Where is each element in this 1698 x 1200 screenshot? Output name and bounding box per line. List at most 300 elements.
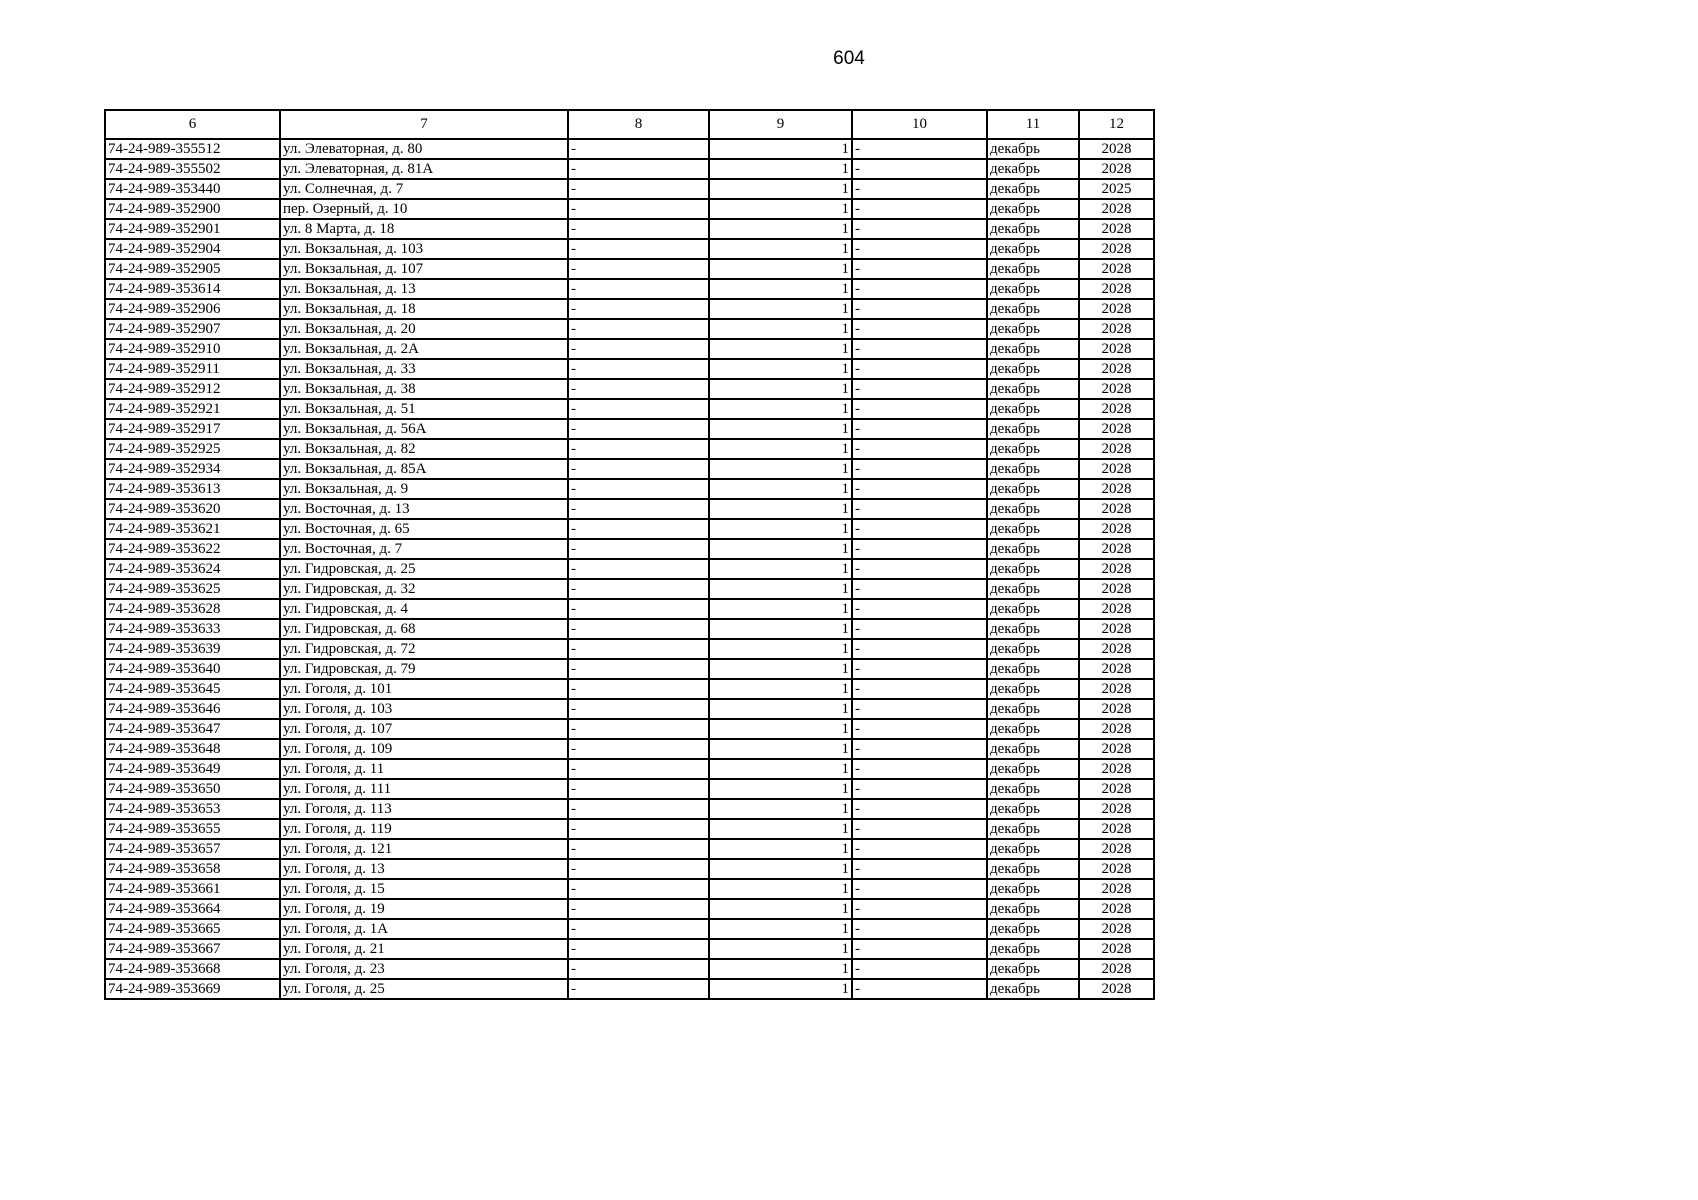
cell-code: 74-24-989-353665 xyxy=(105,919,280,939)
table-row xyxy=(105,679,1154,699)
cell-code: 74-24-989-353625 xyxy=(105,579,280,599)
cell-month: декабрь xyxy=(987,519,1079,539)
cell-address: ул. Гоголя, д. 107 xyxy=(280,719,568,739)
cell-col9: 1 xyxy=(709,559,852,579)
cell-col10: - xyxy=(852,379,987,399)
table-row xyxy=(105,319,1154,339)
cell-col9: 1 xyxy=(709,159,852,179)
table-row xyxy=(105,259,1154,279)
cell-year: 2028 xyxy=(1079,379,1154,399)
cell-month: декабрь xyxy=(987,859,1079,879)
table-row xyxy=(105,899,1154,919)
cell-col10: - xyxy=(852,439,987,459)
cell-month: декабрь xyxy=(987,699,1079,719)
cell-address: ул. Гоголя, д. 21 xyxy=(280,939,568,959)
cell-month: декабрь xyxy=(987,439,1079,459)
cell-col9: 1 xyxy=(709,359,852,379)
cell-month: декабрь xyxy=(987,319,1079,339)
cell-year: 2028 xyxy=(1079,719,1154,739)
cell-address: ул. Гоголя, д. 1А xyxy=(280,919,568,939)
cell-col10: - xyxy=(852,979,987,999)
table-row xyxy=(105,879,1154,899)
cell-col9: 1 xyxy=(709,459,852,479)
cell-col8: - xyxy=(568,159,709,179)
cell-col8: - xyxy=(568,439,709,459)
cell-code: 74-24-989-353624 xyxy=(105,559,280,579)
cell-col10: - xyxy=(852,199,987,219)
cell-year: 2028 xyxy=(1079,879,1154,899)
cell-code: 74-24-989-353667 xyxy=(105,939,280,959)
cell-address: ул. Вокзальная, д. 33 xyxy=(280,359,568,379)
cell-address: ул. Гоголя, д. 23 xyxy=(280,959,568,979)
cell-address: ул. Восточная, д. 65 xyxy=(280,519,568,539)
cell-year: 2028 xyxy=(1079,419,1154,439)
cell-code: 74-24-989-352917 xyxy=(105,419,280,439)
cell-code: 74-24-989-352921 xyxy=(105,399,280,419)
table-header xyxy=(105,110,1154,139)
table-row xyxy=(105,299,1154,319)
cell-year: 2028 xyxy=(1079,199,1154,219)
cell-col8: - xyxy=(568,779,709,799)
cell-year: 2028 xyxy=(1079,439,1154,459)
page-number: 604 xyxy=(833,48,865,69)
cell-col10: - xyxy=(852,939,987,959)
data-table xyxy=(104,109,1155,1000)
cell-col9: 1 xyxy=(709,319,852,339)
table-row xyxy=(105,539,1154,559)
cell-year: 2028 xyxy=(1079,819,1154,839)
cell-col10: - xyxy=(852,739,987,759)
cell-address: ул. Вокзальная, д. 107 xyxy=(280,259,568,279)
cell-year: 2028 xyxy=(1079,959,1154,979)
cell-col8: - xyxy=(568,979,709,999)
table-row xyxy=(105,339,1154,359)
cell-month: декабрь xyxy=(987,239,1079,259)
cell-col9: 1 xyxy=(709,479,852,499)
cell-month: декабрь xyxy=(987,939,1079,959)
table-row xyxy=(105,159,1154,179)
column-header-col8: 8 xyxy=(568,110,709,139)
cell-address: пер. Озерный, д. 10 xyxy=(280,199,568,219)
cell-col9: 1 xyxy=(709,179,852,199)
cell-col9: 1 xyxy=(709,699,852,719)
cell-col9: 1 xyxy=(709,379,852,399)
cell-year: 2028 xyxy=(1079,599,1154,619)
cell-col8: - xyxy=(568,819,709,839)
cell-year: 2025 xyxy=(1079,179,1154,199)
table-row xyxy=(105,699,1154,719)
cell-col10: - xyxy=(852,459,987,479)
cell-address: ул. Вокзальная, д. 9 xyxy=(280,479,568,499)
cell-code: 74-24-989-352911 xyxy=(105,359,280,379)
cell-year: 2028 xyxy=(1079,759,1154,779)
cell-month: декабрь xyxy=(987,299,1079,319)
cell-month: декабрь xyxy=(987,559,1079,579)
cell-col10: - xyxy=(852,879,987,899)
table-row xyxy=(105,399,1154,419)
cell-month: декабрь xyxy=(987,639,1079,659)
cell-col8: - xyxy=(568,619,709,639)
cell-col9: 1 xyxy=(709,879,852,899)
cell-month: декабрь xyxy=(987,659,1079,679)
cell-col8: - xyxy=(568,939,709,959)
cell-code: 74-24-989-353647 xyxy=(105,719,280,739)
cell-code: 74-24-989-353645 xyxy=(105,679,280,699)
cell-col10: - xyxy=(852,299,987,319)
table-row xyxy=(105,379,1154,399)
cell-code: 74-24-989-353653 xyxy=(105,799,280,819)
table-row xyxy=(105,439,1154,459)
cell-code: 74-24-989-353620 xyxy=(105,499,280,519)
table-row xyxy=(105,139,1154,159)
cell-code: 74-24-989-353664 xyxy=(105,899,280,919)
table-row xyxy=(105,619,1154,639)
cell-code: 74-24-989-352906 xyxy=(105,299,280,319)
cell-address: ул. Элеваторная, д. 81А xyxy=(280,159,568,179)
table-row xyxy=(105,959,1154,979)
cell-year: 2028 xyxy=(1079,519,1154,539)
cell-col9: 1 xyxy=(709,519,852,539)
cell-col9: 1 xyxy=(709,899,852,919)
cell-col10: - xyxy=(852,699,987,719)
cell-col10: - xyxy=(852,399,987,419)
cell-address: ул. Гоголя, д. 25 xyxy=(280,979,568,999)
cell-col9: 1 xyxy=(709,799,852,819)
cell-col10: - xyxy=(852,159,987,179)
cell-col10: - xyxy=(852,619,987,639)
cell-month: декабрь xyxy=(987,499,1079,519)
header-row xyxy=(105,110,1154,139)
cell-month: декабрь xyxy=(987,619,1079,639)
cell-year: 2028 xyxy=(1079,859,1154,879)
table-row xyxy=(105,559,1154,579)
cell-col10: - xyxy=(852,759,987,779)
table-row xyxy=(105,719,1154,739)
table-row xyxy=(105,459,1154,479)
table-row xyxy=(105,939,1154,959)
cell-col8: - xyxy=(568,319,709,339)
cell-address: ул. Элеваторная, д. 80 xyxy=(280,139,568,159)
cell-col9: 1 xyxy=(709,259,852,279)
cell-col8: - xyxy=(568,899,709,919)
cell-col8: - xyxy=(568,139,709,159)
cell-col9: 1 xyxy=(709,239,852,259)
cell-code: 74-24-989-353640 xyxy=(105,659,280,679)
cell-col9: 1 xyxy=(709,219,852,239)
cell-month: декабрь xyxy=(987,419,1079,439)
cell-col9: 1 xyxy=(709,719,852,739)
cell-col10: - xyxy=(852,319,987,339)
cell-year: 2028 xyxy=(1079,619,1154,639)
cell-code: 74-24-989-352910 xyxy=(105,339,280,359)
cell-code: 74-24-989-352905 xyxy=(105,259,280,279)
table-row xyxy=(105,739,1154,759)
cell-month: декабрь xyxy=(987,839,1079,859)
cell-col10: - xyxy=(852,579,987,599)
cell-col8: - xyxy=(568,959,709,979)
cell-col8: - xyxy=(568,639,709,659)
cell-col9: 1 xyxy=(709,659,852,679)
cell-col9: 1 xyxy=(709,199,852,219)
cell-month: декабрь xyxy=(987,219,1079,239)
cell-month: декабрь xyxy=(987,799,1079,819)
table-row xyxy=(105,479,1154,499)
cell-col9: 1 xyxy=(709,419,852,439)
table-row xyxy=(105,799,1154,819)
table-row xyxy=(105,919,1154,939)
cell-col9: 1 xyxy=(709,339,852,359)
cell-code: 74-24-989-353621 xyxy=(105,519,280,539)
cell-code: 74-24-989-353639 xyxy=(105,639,280,659)
cell-address: ул. Гидровская, д. 32 xyxy=(280,579,568,599)
cell-col8: - xyxy=(568,259,709,279)
cell-code: 74-24-989-353646 xyxy=(105,699,280,719)
cell-code: 74-24-989-353655 xyxy=(105,819,280,839)
cell-month: декабрь xyxy=(987,359,1079,379)
cell-col8: - xyxy=(568,579,709,599)
cell-col10: - xyxy=(852,139,987,159)
cell-col10: - xyxy=(852,239,987,259)
cell-col8: - xyxy=(568,459,709,479)
cell-col9: 1 xyxy=(709,839,852,859)
table-row xyxy=(105,499,1154,519)
cell-year: 2028 xyxy=(1079,299,1154,319)
cell-col8: - xyxy=(568,219,709,239)
table-row xyxy=(105,639,1154,659)
cell-col8: - xyxy=(568,879,709,899)
cell-col8: - xyxy=(568,839,709,859)
cell-col8: - xyxy=(568,539,709,559)
cell-col10: - xyxy=(852,859,987,879)
cell-code: 74-24-989-353613 xyxy=(105,479,280,499)
cell-address: ул. Гидровская, д. 79 xyxy=(280,659,568,679)
cell-month: декабрь xyxy=(987,879,1079,899)
cell-code: 74-24-989-353622 xyxy=(105,539,280,559)
cell-col9: 1 xyxy=(709,759,852,779)
table-row xyxy=(105,839,1154,859)
cell-code: 74-24-989-353661 xyxy=(105,879,280,899)
table-body xyxy=(105,139,1154,999)
cell-code: 74-24-989-353657 xyxy=(105,839,280,859)
cell-year: 2028 xyxy=(1079,579,1154,599)
cell-address: ул. Вокзальная, д. 13 xyxy=(280,279,568,299)
cell-month: декабрь xyxy=(987,159,1079,179)
column-header-address: 7 xyxy=(280,110,568,139)
cell-code: 74-24-989-353668 xyxy=(105,959,280,979)
cell-col8: - xyxy=(568,179,709,199)
cell-col9: 1 xyxy=(709,779,852,799)
cell-month: декабрь xyxy=(987,779,1079,799)
cell-address: ул. Гидровская, д. 68 xyxy=(280,619,568,639)
cell-code: 74-24-989-353633 xyxy=(105,619,280,639)
cell-month: декабрь xyxy=(987,819,1079,839)
cell-address: ул. Гоголя, д. 109 xyxy=(280,739,568,759)
cell-col8: - xyxy=(568,379,709,399)
table-row xyxy=(105,979,1154,999)
cell-year: 2028 xyxy=(1079,399,1154,419)
cell-col8: - xyxy=(568,739,709,759)
cell-month: декабрь xyxy=(987,899,1079,919)
cell-address: ул. Вокзальная, д. 18 xyxy=(280,299,568,319)
cell-col8: - xyxy=(568,199,709,219)
cell-address: ул. Вокзальная, д. 56А xyxy=(280,419,568,439)
cell-col9: 1 xyxy=(709,919,852,939)
cell-col10: - xyxy=(852,499,987,519)
cell-address: ул. Гоголя, д. 121 xyxy=(280,839,568,859)
cell-col8: - xyxy=(568,679,709,699)
cell-col10: - xyxy=(852,279,987,299)
cell-year: 2028 xyxy=(1079,139,1154,159)
cell-code: 74-24-989-353650 xyxy=(105,779,280,799)
cell-col8: - xyxy=(568,859,709,879)
cell-code: 74-24-989-352904 xyxy=(105,239,280,259)
cell-col8: - xyxy=(568,239,709,259)
cell-col9: 1 xyxy=(709,599,852,619)
cell-col10: - xyxy=(852,539,987,559)
table-row xyxy=(105,199,1154,219)
cell-col8: - xyxy=(568,299,709,319)
table-row xyxy=(105,579,1154,599)
cell-col8: - xyxy=(568,479,709,499)
cell-year: 2028 xyxy=(1079,779,1154,799)
cell-year: 2028 xyxy=(1079,639,1154,659)
cell-code: 74-24-989-353648 xyxy=(105,739,280,759)
cell-address: ул. Солнечная, д. 7 xyxy=(280,179,568,199)
cell-code: 74-24-989-355512 xyxy=(105,139,280,159)
cell-col9: 1 xyxy=(709,679,852,699)
cell-col10: - xyxy=(852,219,987,239)
cell-year: 2028 xyxy=(1079,839,1154,859)
table-row xyxy=(105,179,1154,199)
cell-month: декабрь xyxy=(987,199,1079,219)
cell-col10: - xyxy=(852,559,987,579)
cell-address: ул. Гоголя, д. 101 xyxy=(280,679,568,699)
column-header-col10: 10 xyxy=(852,110,987,139)
cell-address: ул. Восточная, д. 7 xyxy=(280,539,568,559)
cell-year: 2028 xyxy=(1079,359,1154,379)
cell-col10: - xyxy=(852,339,987,359)
cell-address: ул. Вокзальная, д. 82 xyxy=(280,439,568,459)
cell-address: ул. Гоголя, д. 113 xyxy=(280,799,568,819)
cell-month: декабрь xyxy=(987,339,1079,359)
table-row xyxy=(105,219,1154,239)
cell-col10: - xyxy=(852,919,987,939)
cell-col10: - xyxy=(852,679,987,699)
cell-col10: - xyxy=(852,719,987,739)
cell-year: 2028 xyxy=(1079,259,1154,279)
cell-month: декабрь xyxy=(987,399,1079,419)
cell-year: 2028 xyxy=(1079,979,1154,999)
table-row xyxy=(105,239,1154,259)
cell-year: 2028 xyxy=(1079,919,1154,939)
cell-col10: - xyxy=(852,259,987,279)
cell-code: 74-24-989-352900 xyxy=(105,199,280,219)
cell-month: декабрь xyxy=(987,599,1079,619)
cell-col8: - xyxy=(568,399,709,419)
cell-month: декабрь xyxy=(987,479,1079,499)
column-header-month: 11 xyxy=(987,110,1079,139)
cell-year: 2028 xyxy=(1079,559,1154,579)
cell-year: 2028 xyxy=(1079,539,1154,559)
cell-month: декабрь xyxy=(987,959,1079,979)
cell-month: декабрь xyxy=(987,379,1079,399)
column-header-year: 12 xyxy=(1079,110,1154,139)
cell-address: ул. Гидровская, д. 25 xyxy=(280,559,568,579)
cell-address: ул. Гоголя, д. 103 xyxy=(280,699,568,719)
cell-month: декабрь xyxy=(987,579,1079,599)
cell-month: декабрь xyxy=(987,259,1079,279)
column-header-col9: 9 xyxy=(709,110,852,139)
cell-code: 74-24-989-355502 xyxy=(105,159,280,179)
cell-col9: 1 xyxy=(709,139,852,159)
cell-code: 74-24-989-352912 xyxy=(105,379,280,399)
cell-col9: 1 xyxy=(709,439,852,459)
cell-col9: 1 xyxy=(709,639,852,659)
cell-year: 2028 xyxy=(1079,699,1154,719)
cell-col10: - xyxy=(852,419,987,439)
cell-year: 2028 xyxy=(1079,739,1154,759)
cell-address: ул. Восточная, д. 13 xyxy=(280,499,568,519)
cell-col9: 1 xyxy=(709,859,852,879)
cell-address: ул. Вокзальная, д. 20 xyxy=(280,319,568,339)
cell-code: 74-24-989-353628 xyxy=(105,599,280,619)
cell-year: 2028 xyxy=(1079,339,1154,359)
table-row xyxy=(105,599,1154,619)
cell-month: декабрь xyxy=(987,719,1079,739)
table-row xyxy=(105,419,1154,439)
cell-month: декабрь xyxy=(987,759,1079,779)
cell-col9: 1 xyxy=(709,299,852,319)
cell-month: декабрь xyxy=(987,279,1079,299)
table-row xyxy=(105,519,1154,539)
cell-year: 2028 xyxy=(1079,319,1154,339)
cell-col10: - xyxy=(852,639,987,659)
cell-col10: - xyxy=(852,779,987,799)
cell-year: 2028 xyxy=(1079,499,1154,519)
cell-address: ул. Вокзальная, д. 2А xyxy=(280,339,568,359)
cell-col10: - xyxy=(852,479,987,499)
cell-address: ул. Гидровская, д. 72 xyxy=(280,639,568,659)
cell-col8: - xyxy=(568,599,709,619)
table-row xyxy=(105,759,1154,779)
table-row xyxy=(105,779,1154,799)
cell-month: декабрь xyxy=(987,179,1079,199)
cell-year: 2028 xyxy=(1079,479,1154,499)
cell-address: ул. Гоголя, д. 111 xyxy=(280,779,568,799)
cell-code: 74-24-989-353440 xyxy=(105,179,280,199)
table-row xyxy=(105,359,1154,379)
cell-col8: - xyxy=(568,659,709,679)
cell-col10: - xyxy=(852,179,987,199)
cell-year: 2028 xyxy=(1079,459,1154,479)
column-header-code: 6 xyxy=(105,110,280,139)
cell-year: 2028 xyxy=(1079,939,1154,959)
cell-month: декабрь xyxy=(987,139,1079,159)
cell-address: ул. Гоголя, д. 11 xyxy=(280,759,568,779)
cell-col9: 1 xyxy=(709,539,852,559)
cell-col9: 1 xyxy=(709,579,852,599)
table-row xyxy=(105,859,1154,879)
cell-col9: 1 xyxy=(709,399,852,419)
cell-col8: - xyxy=(568,419,709,439)
cell-col8: - xyxy=(568,559,709,579)
cell-year: 2028 xyxy=(1079,679,1154,699)
cell-col9: 1 xyxy=(709,739,852,759)
table-row xyxy=(105,659,1154,679)
cell-col9: 1 xyxy=(709,279,852,299)
cell-month: декабрь xyxy=(987,919,1079,939)
cell-year: 2028 xyxy=(1079,279,1154,299)
